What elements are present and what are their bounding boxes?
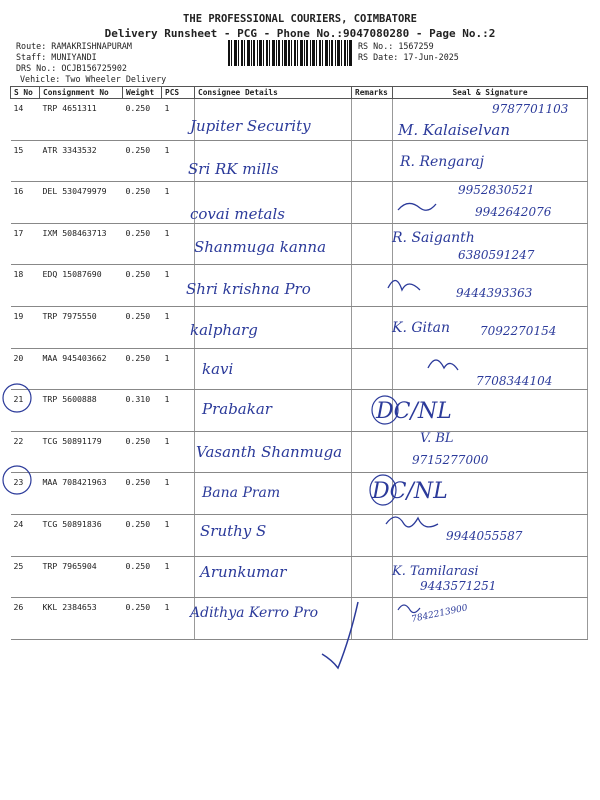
phone-handwriting: 7092270154 bbox=[480, 324, 557, 338]
consignee-cell bbox=[195, 431, 352, 473]
phone-handwriting: 7842213900 bbox=[410, 603, 469, 625]
weight-cell: 0.310 bbox=[123, 390, 162, 432]
remarks-cell bbox=[352, 265, 393, 307]
consignment-cell: MAA 708421963 bbox=[40, 473, 123, 515]
consignee-handwriting: Arunkumar bbox=[200, 563, 287, 581]
phone-handwriting: 9787701103 bbox=[492, 102, 569, 116]
consignee-handwriting: Prabakar bbox=[202, 400, 272, 418]
rs-number: RS No.: 1567259 bbox=[358, 41, 434, 51]
pcs-cell: 1 bbox=[162, 223, 195, 265]
phone-handwriting: 9443571251 bbox=[420, 579, 497, 593]
consignee-handwriting: kalpharg bbox=[190, 321, 258, 339]
consignment-cell: ATR 3343532 bbox=[40, 140, 123, 182]
signature-handwriting: M. Kalaiselvan bbox=[398, 121, 511, 139]
signature-cell bbox=[393, 556, 588, 598]
signature-handwriting: K. Gitan bbox=[392, 320, 451, 336]
consignee-cell bbox=[195, 514, 352, 556]
sno-cell: 26 bbox=[11, 598, 40, 640]
consignee-handwriting: Adithya Kerro Pro bbox=[190, 605, 319, 621]
consignment-cell: MAA 945403662 bbox=[40, 348, 123, 390]
pcs-cell: 1 bbox=[162, 514, 195, 556]
vehicle-label: Vehicle: Two Wheeler Delivery bbox=[20, 74, 167, 84]
remarks-cell bbox=[352, 348, 393, 390]
table-row bbox=[11, 431, 588, 473]
sno-cell: 25 bbox=[11, 556, 40, 598]
weight-cell: 0.250 bbox=[123, 223, 162, 265]
table-row bbox=[11, 556, 588, 598]
consignment-cell: DEL 530479979 bbox=[40, 182, 123, 224]
signature-handwriting: R. Saiganth bbox=[392, 230, 475, 246]
consignee-cell bbox=[195, 306, 352, 348]
signature-cell bbox=[393, 265, 588, 307]
weight-cell: 0.250 bbox=[123, 140, 162, 182]
consignee-cell bbox=[195, 598, 352, 640]
sno-cell: 14 bbox=[11, 99, 40, 141]
col-remarks: Remarks bbox=[352, 87, 393, 99]
signature-handwriting: 9952830521 bbox=[458, 183, 535, 197]
pcs-cell: 1 bbox=[162, 473, 195, 515]
sno-cell: 18 bbox=[11, 265, 40, 307]
sno-cell: 22 bbox=[11, 431, 40, 473]
weight-cell: 0.250 bbox=[123, 473, 162, 515]
table-row bbox=[11, 514, 588, 556]
staff-label: Staff: MUNIYANDI bbox=[16, 52, 97, 62]
consignment-cell: TRP 5600888 bbox=[40, 390, 123, 432]
col-pcs: PCS bbox=[162, 87, 195, 99]
col-consignment: Consignment No bbox=[40, 87, 123, 99]
consignee-cell bbox=[195, 390, 352, 432]
rs-date: RS Date: 17-Jun-2025 bbox=[358, 52, 459, 62]
consignment-cell: EDQ 15087690 bbox=[40, 265, 123, 307]
weight-cell: 0.250 bbox=[123, 431, 162, 473]
col-signature: Seal & Signature bbox=[393, 87, 588, 99]
signature-cell bbox=[393, 223, 588, 265]
phone-handwriting: 9942642076 bbox=[475, 205, 552, 219]
weight-cell: 0.250 bbox=[123, 514, 162, 556]
consignee-cell bbox=[195, 99, 352, 141]
sno-cell: 20 bbox=[11, 348, 40, 390]
signature-handwriting: K. Tamilarasi bbox=[392, 564, 479, 579]
weight-cell: 0.250 bbox=[123, 265, 162, 307]
signature-handwriting: R. Rengaraj bbox=[400, 154, 484, 170]
col-weight: Weight bbox=[123, 87, 162, 99]
signature-cell bbox=[393, 140, 588, 182]
phone-handwriting: 9715277000 bbox=[412, 453, 489, 467]
sno-cell: 23 bbox=[11, 473, 40, 515]
consignee-cell bbox=[195, 265, 352, 307]
pcs-cell: 1 bbox=[162, 348, 195, 390]
remarks-cell bbox=[352, 473, 393, 515]
table-row bbox=[11, 140, 588, 182]
table-header-row bbox=[11, 87, 588, 99]
table-row bbox=[11, 306, 588, 348]
weight-cell: 0.250 bbox=[123, 556, 162, 598]
remarks-cell bbox=[352, 598, 393, 640]
sno-cell: 21 bbox=[11, 390, 40, 432]
pcs-cell: 1 bbox=[162, 390, 195, 432]
consignment-cell: TRP 4651311 bbox=[40, 99, 123, 141]
table-row bbox=[11, 223, 588, 265]
remarks-cell bbox=[352, 431, 393, 473]
consignee-handwriting: Jupiter Security bbox=[190, 117, 311, 135]
consignment-cell: IXM 508463713 bbox=[40, 223, 123, 265]
consignee-handwriting: covai metals bbox=[190, 205, 285, 223]
runsheet-table bbox=[10, 86, 588, 640]
consignee-cell bbox=[195, 182, 352, 224]
consignee-handwriting: Shanmuga kanna bbox=[194, 238, 327, 256]
sno-cell: 19 bbox=[11, 306, 40, 348]
signature-cell bbox=[393, 390, 588, 432]
signature-handwriting: V. BL bbox=[420, 431, 454, 446]
pcs-cell: 1 bbox=[162, 182, 195, 224]
consignee-cell bbox=[195, 348, 352, 390]
consignee-cell bbox=[195, 223, 352, 265]
table-row bbox=[11, 348, 588, 390]
signature-handwriting: DC/NL bbox=[376, 399, 452, 424]
sno-cell: 15 bbox=[11, 140, 40, 182]
remarks-cell bbox=[352, 223, 393, 265]
consignee-handwriting: Shri krishna Pro bbox=[186, 280, 311, 298]
company-name: THE PROFESSIONAL COURIERS, COIMBATORE bbox=[183, 13, 417, 25]
table-row bbox=[11, 182, 588, 224]
pcs-cell: 1 bbox=[162, 99, 195, 141]
remarks-cell bbox=[352, 390, 393, 432]
table-row bbox=[11, 598, 588, 640]
table-row bbox=[11, 265, 588, 307]
remarks-cell bbox=[352, 306, 393, 348]
sno-cell: 17 bbox=[11, 223, 40, 265]
signature-cell bbox=[393, 598, 588, 640]
signature-cell bbox=[393, 348, 588, 390]
table-row bbox=[11, 99, 588, 141]
signature-handwriting: 9944055587 bbox=[446, 529, 523, 543]
signature-handwriting: 9444393363 bbox=[456, 286, 533, 300]
barcode-image bbox=[228, 40, 352, 66]
consignment-cell: KKL 2384653 bbox=[40, 598, 123, 640]
signature-cell bbox=[393, 99, 588, 141]
remarks-cell bbox=[352, 140, 393, 182]
consignee-handwriting: Vasanth Shanmuga bbox=[196, 443, 343, 461]
weight-cell: 0.250 bbox=[123, 182, 162, 224]
consignee-cell bbox=[195, 473, 352, 515]
table-row bbox=[11, 390, 588, 432]
remarks-cell bbox=[352, 556, 393, 598]
weight-cell: 0.250 bbox=[123, 598, 162, 640]
weight-cell: 0.250 bbox=[123, 348, 162, 390]
remarks-cell bbox=[352, 182, 393, 224]
pcs-cell: 1 bbox=[162, 598, 195, 640]
table-row bbox=[11, 473, 588, 515]
consignment-cell: TCG 50891836 bbox=[40, 514, 123, 556]
consignment-cell: TRP 7965904 bbox=[40, 556, 123, 598]
signature-cell bbox=[393, 306, 588, 348]
consignment-cell: TRP 7975550 bbox=[40, 306, 123, 348]
col-consignee: Consignee Details bbox=[195, 87, 352, 99]
weight-cell: 0.250 bbox=[123, 99, 162, 141]
pcs-cell: 1 bbox=[162, 265, 195, 307]
remarks-cell bbox=[352, 99, 393, 141]
pcs-cell: 1 bbox=[162, 306, 195, 348]
pcs-cell: 1 bbox=[162, 140, 195, 182]
runsheet-title: Delivery Runsheet - PCG - Phone No.:9047080280 - Page No.:2 bbox=[104, 27, 496, 40]
signature-cell bbox=[393, 431, 588, 473]
consignee-cell bbox=[195, 556, 352, 598]
consignee-cell bbox=[195, 140, 352, 182]
sno-cell: 16 bbox=[11, 182, 40, 224]
remarks-cell bbox=[352, 514, 393, 556]
pcs-cell: 1 bbox=[162, 556, 195, 598]
signature-cell bbox=[393, 514, 588, 556]
col-sno: S No bbox=[11, 87, 40, 99]
consignee-handwriting: Sruthy S bbox=[200, 522, 267, 540]
consignee-handwriting: Sri RK mills bbox=[188, 160, 279, 178]
weight-cell: 0.250 bbox=[123, 306, 162, 348]
consignee-handwriting: Bana Pram bbox=[202, 485, 281, 501]
sno-cell: 24 bbox=[11, 514, 40, 556]
consignee-handwriting: kavi bbox=[202, 360, 234, 378]
phone-handwriting: 6380591247 bbox=[458, 248, 535, 262]
consignment-cell: TCG 50891179 bbox=[40, 431, 123, 473]
pcs-cell: 1 bbox=[162, 431, 195, 473]
phone-handwriting: 7708344104 bbox=[476, 374, 553, 388]
signature-handwriting: DC/NL bbox=[372, 479, 448, 504]
signature-cell bbox=[393, 182, 588, 224]
drs-label: DRS No.: OCJB156725902 bbox=[16, 63, 127, 73]
route-label: Route: RAMAKRISHNAPURAM bbox=[16, 41, 132, 51]
signature-cell bbox=[393, 473, 588, 515]
